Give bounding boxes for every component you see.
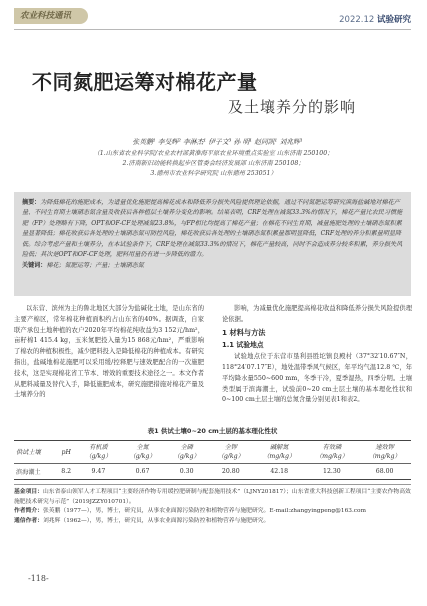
intro-paragraph: 以东营、滨州为主的鲁北地区大部分为盐碱化土地，是山东省的主要产棉区，常年棉花种植面积约占山东省的40%。据调查，自家联产承包土地种植的农户2020年平均棉花纯收益为3 152元/hm²，亩籽棉1 415.4 kg，玉米氮肥投入量为15 868元/hm²，严重影响了棉农的种植积极性，减少肥料投入是降低棉花的种植成本。有研究指出，盐碱地棉花施肥可以采用缓/控释肥与速效肥配合的一次施肥技术，这是实现棉花省工节本、增效的重要技术途径之一。本文作者从肥料减量及替代入手，降低施肥成本，研究施肥措施对棉花产量及土壤养分的 xyxy=(14,305,204,399)
cell-ph: 8.2 xyxy=(56,464,76,480)
header-available-k: 速效钾 （mg/kg） xyxy=(358,441,411,464)
intro-continued: 影响，为减量优化施肥提高棉花收益和降低养分损失风险提供理论依据。 xyxy=(222,305,412,323)
cell-available-p: 12.30 xyxy=(306,464,359,480)
author-list: 张英鹏¹ 李旻辉² 李淋杰¹ 伊子文³ 孙 明¹ 赵同凯¹ 刘兆辉¹ xyxy=(132,138,303,146)
affiliation-1: （1.山东省农业科学院/农业农村部黄淮海平原农业环境重点实验室 山东济南 250100； xyxy=(93,150,334,157)
cell-available-k: 68.00 xyxy=(358,464,411,480)
section-heading-materials: 1 材料与方法 xyxy=(222,327,266,337)
cell-organic-matter: 9.47 xyxy=(76,464,120,480)
table-caption: 表1 供试土壤0~20 cm土层的基本理化性状 xyxy=(147,427,278,435)
header-soil: 供试土壤 xyxy=(14,441,56,464)
article-subtitle: 及土壤养分的影响 xyxy=(228,98,357,116)
fund-note xyxy=(14,488,411,507)
keywords-text: 棉花；氮肥运筹；产量；土壤硝态氮 xyxy=(46,262,144,270)
soil-properties-table xyxy=(14,440,411,480)
affiliation-3: 3.德州市农业科学研究院 山东德州 253051） xyxy=(150,170,277,177)
cell-soil: 滨海潮土 xyxy=(14,464,56,480)
corresponding-note xyxy=(14,517,411,527)
author-note xyxy=(14,507,411,517)
header-alkali-n: 碱解氮 （mg/kg） xyxy=(253,441,306,464)
author-bio-label: 作者简介： xyxy=(14,508,43,515)
issue-label xyxy=(339,13,411,25)
abstract-label: 摘要： xyxy=(22,199,41,206)
table-header-row xyxy=(14,441,411,464)
page-header xyxy=(0,0,427,36)
subsection-heading-site: 1.1 试验地点 xyxy=(222,341,264,350)
keywords-line xyxy=(22,261,403,271)
keywords-label: 关键词： xyxy=(22,262,47,270)
header-available-p: 有效磷 （mg/kg） xyxy=(306,441,359,464)
cell-total-k: 20.80 xyxy=(209,464,253,480)
affiliations xyxy=(34,149,393,179)
footnotes xyxy=(14,488,411,526)
affiliation-2: 2.济南新旧动能转换起步区管委会经济发展部 山东济南 250108； xyxy=(122,160,305,167)
cell-total-n: 0.67 xyxy=(120,464,164,480)
site-paragraph: 试验地点位于东营市垦利县胜坨镇良殿村（37°32′10.67″N，118°24′07.17″E），地处温带季风气候区，年平均气温12.8 ℃，年平均降水量550~600 mm，冬季干冷，夏季湿热，四季分明。土壤类型属于滨海潮土，试验前0~20 cm土层土壤的基本理化性状和0~100 cm土层土壤的总氮含量分别见表1和表2。 xyxy=(222,353,412,404)
cell-total-p: 0.30 xyxy=(165,464,209,480)
table-row xyxy=(14,464,411,480)
issue-date: 2022.12 xyxy=(339,15,375,25)
article-title: 不同氮肥运筹对棉花产量 xyxy=(32,70,258,94)
header-total-p: 全磷 （g/kg） xyxy=(165,441,209,464)
header-total-k: 全钾 （g/kg） xyxy=(209,441,253,464)
fund-text: 山东省泰山领军人才工程项目“主要经济作物专用缓控肥研制与配套施用技术”（LJNY201817）；山东省重大科技创新工程项目“主要农作物高效施肥技术研究与示范”（2019JZZY010701）。 xyxy=(14,489,411,505)
header-rule xyxy=(14,29,411,30)
header-ph: pH xyxy=(56,441,76,464)
footnote-rule xyxy=(14,484,411,485)
fund-label: 基金项目： xyxy=(14,489,43,495)
header-total-n: 全氮 （g/kg） xyxy=(120,441,164,464)
corresponding-text: 刘兆辉（1962—），男，博士，研究员，从事农业面源污染防控和植物营养与施肥研究。 xyxy=(43,517,270,524)
section-name: 试验研究 xyxy=(376,15,411,25)
body-column-left xyxy=(14,304,204,401)
abstract-box xyxy=(14,192,411,296)
masthead-logo: 农业科技通讯 xyxy=(14,8,88,24)
page-number: -118- xyxy=(28,574,49,583)
body-column-right xyxy=(222,304,412,406)
header-organic-matter: 有机质 （g/kg） xyxy=(76,441,120,464)
author-bio-text: 张英鹏（1977—），男，博士，研究员，从事农业面源污染防控和植物营养与施肥研究。E-mail:zhangyingpeng@163.com xyxy=(43,508,367,515)
corresponding-label: 通信作者： xyxy=(14,517,43,524)
cell-alkali-n: 42.18 xyxy=(253,464,306,480)
abstract-text: 为降低棉花的施肥成本，为适量优化施肥提高棉花成本和降低养分损失风险提供理论依据，通过不同氮肥运筹研究滨海盐碱地对棉花产量、不同生育期土壤硝态氮含量及收获后各种植层土壤养分变化的影响。结果表明，CRF处理在减氮33.3%的情况下，棉花产量比农民习惯施肥（FP）处理略有下降，OPT和OF-CF处理减氮23.8%，与FP相比均提高了棉花产量；在棉花不同生育期，减量施肥处理的土壤硝态氮积累量显著降低；棉花收获后各处理的土壤硝态氮可防控风险，棉花收获后各处理的土壤硝态氮积累量都明显降低，CRF处理的养分积累量明显降低。综合考虑产量和土壤养分，在本试验条件下，CRF处理在减氮33.3%的情况下，棉花产量较高，同时不会造成养分较多积累，养分损失风险低；其次是OPT和OF-CF处理，肥料用量仍有进一步降低的潜力。 xyxy=(22,199,403,259)
